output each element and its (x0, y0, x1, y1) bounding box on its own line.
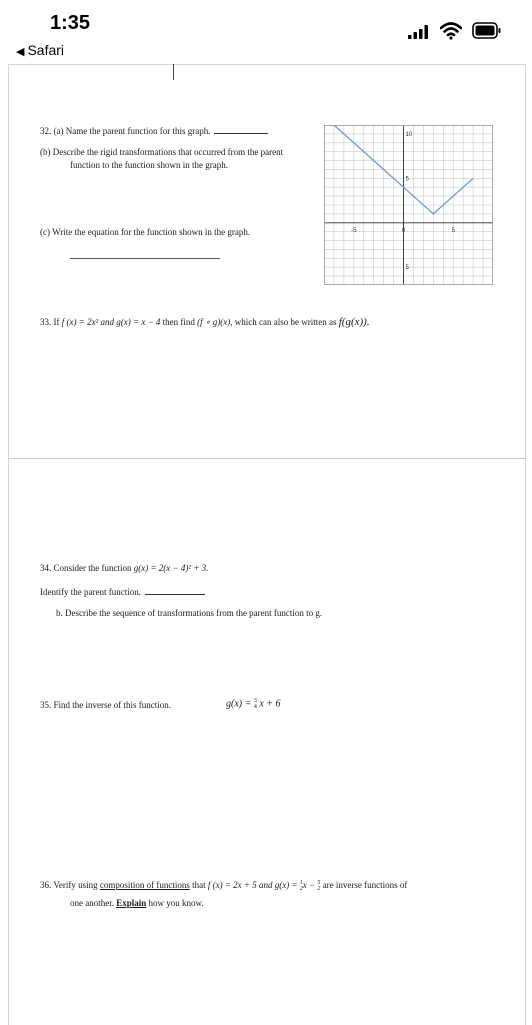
y-tick-label: 5 (405, 176, 409, 183)
graph-chart (324, 125, 493, 285)
q34-part-b: b. Describe the sequence of transformations from the parent function to g. (56, 608, 323, 618)
answer-line-32c[interactable] (70, 258, 220, 259)
x-tick-label: 5 (451, 227, 455, 234)
back-to-safari-button[interactable] (16, 42, 64, 58)
q32-part-b-line1: (b) Describe the rigid transformations that occurred from the parent (40, 147, 284, 157)
y-tick-label: 10 (405, 131, 413, 138)
q35-function: g(x) = 3 4 x + 6 (226, 698, 281, 710)
answer-blank-32a[interactable] (214, 126, 268, 134)
answer-blank-34a[interactable] (145, 587, 205, 595)
q32-part-c: (c) Write the equation for the function shown in the graph. (40, 227, 251, 237)
q33-fg: f(g(x)). (338, 316, 370, 328)
q33-text: 33. If f (x) = 2x² and g(x) = x − 4 then find (f ∘ g)(x), which can also be written as f(g(x)). (40, 316, 370, 328)
q36-line1: 36. Verify using composition of functions that f (x) = 2x + 5 and g(x) = 1 2x − 5 2 are inverse functions of (40, 880, 408, 892)
y-tick-label: 5 (405, 265, 409, 272)
back-label: Safari (27, 42, 65, 58)
wifi-icon (440, 22, 462, 40)
q34-identify: Identify the parent function. (40, 587, 205, 597)
q32-part-a: 32. (a) Name the parent function for this graph. (40, 126, 268, 136)
battery-icon (472, 22, 502, 40)
q32-part-b-line2: function to the function shown in the graph. (70, 160, 228, 170)
q34-function: g(x) = 2(x − 4)² + 3. (133, 563, 209, 573)
q34-stem: 34. Consider the function g(x) = 2(x − 4)² + 3. (40, 563, 209, 573)
text-cursor (173, 64, 174, 80)
clock: 1:35 (50, 12, 91, 34)
explain-emphasis: Explain (116, 898, 147, 908)
q36-f-def: f (x) = 2x + 5 and (207, 880, 273, 891)
signal-icon (408, 25, 430, 39)
composition-of-functions-link[interactable]: composition of functions (99, 880, 190, 891)
back-arrow-icon: ◀ (16, 46, 25, 58)
q36-g-def: g(x) = 1 2x − 5 2 (274, 880, 321, 892)
q36-line2: one another. Explain how you know. (70, 898, 204, 908)
x-tick-label: -5 (351, 227, 357, 234)
q35-stem: 35. Find the inverse of this function. (40, 700, 171, 710)
x-tick-label: 0 (401, 227, 406, 234)
document-page-2 (8, 458, 526, 1025)
q33-g-def: g(x) = x − 4 (116, 317, 161, 327)
q33-f-def: f (x) = 2x² and (61, 317, 115, 327)
status-bar (0, 0, 532, 64)
q33-composition: (f ∘ g)(x), (197, 317, 233, 327)
